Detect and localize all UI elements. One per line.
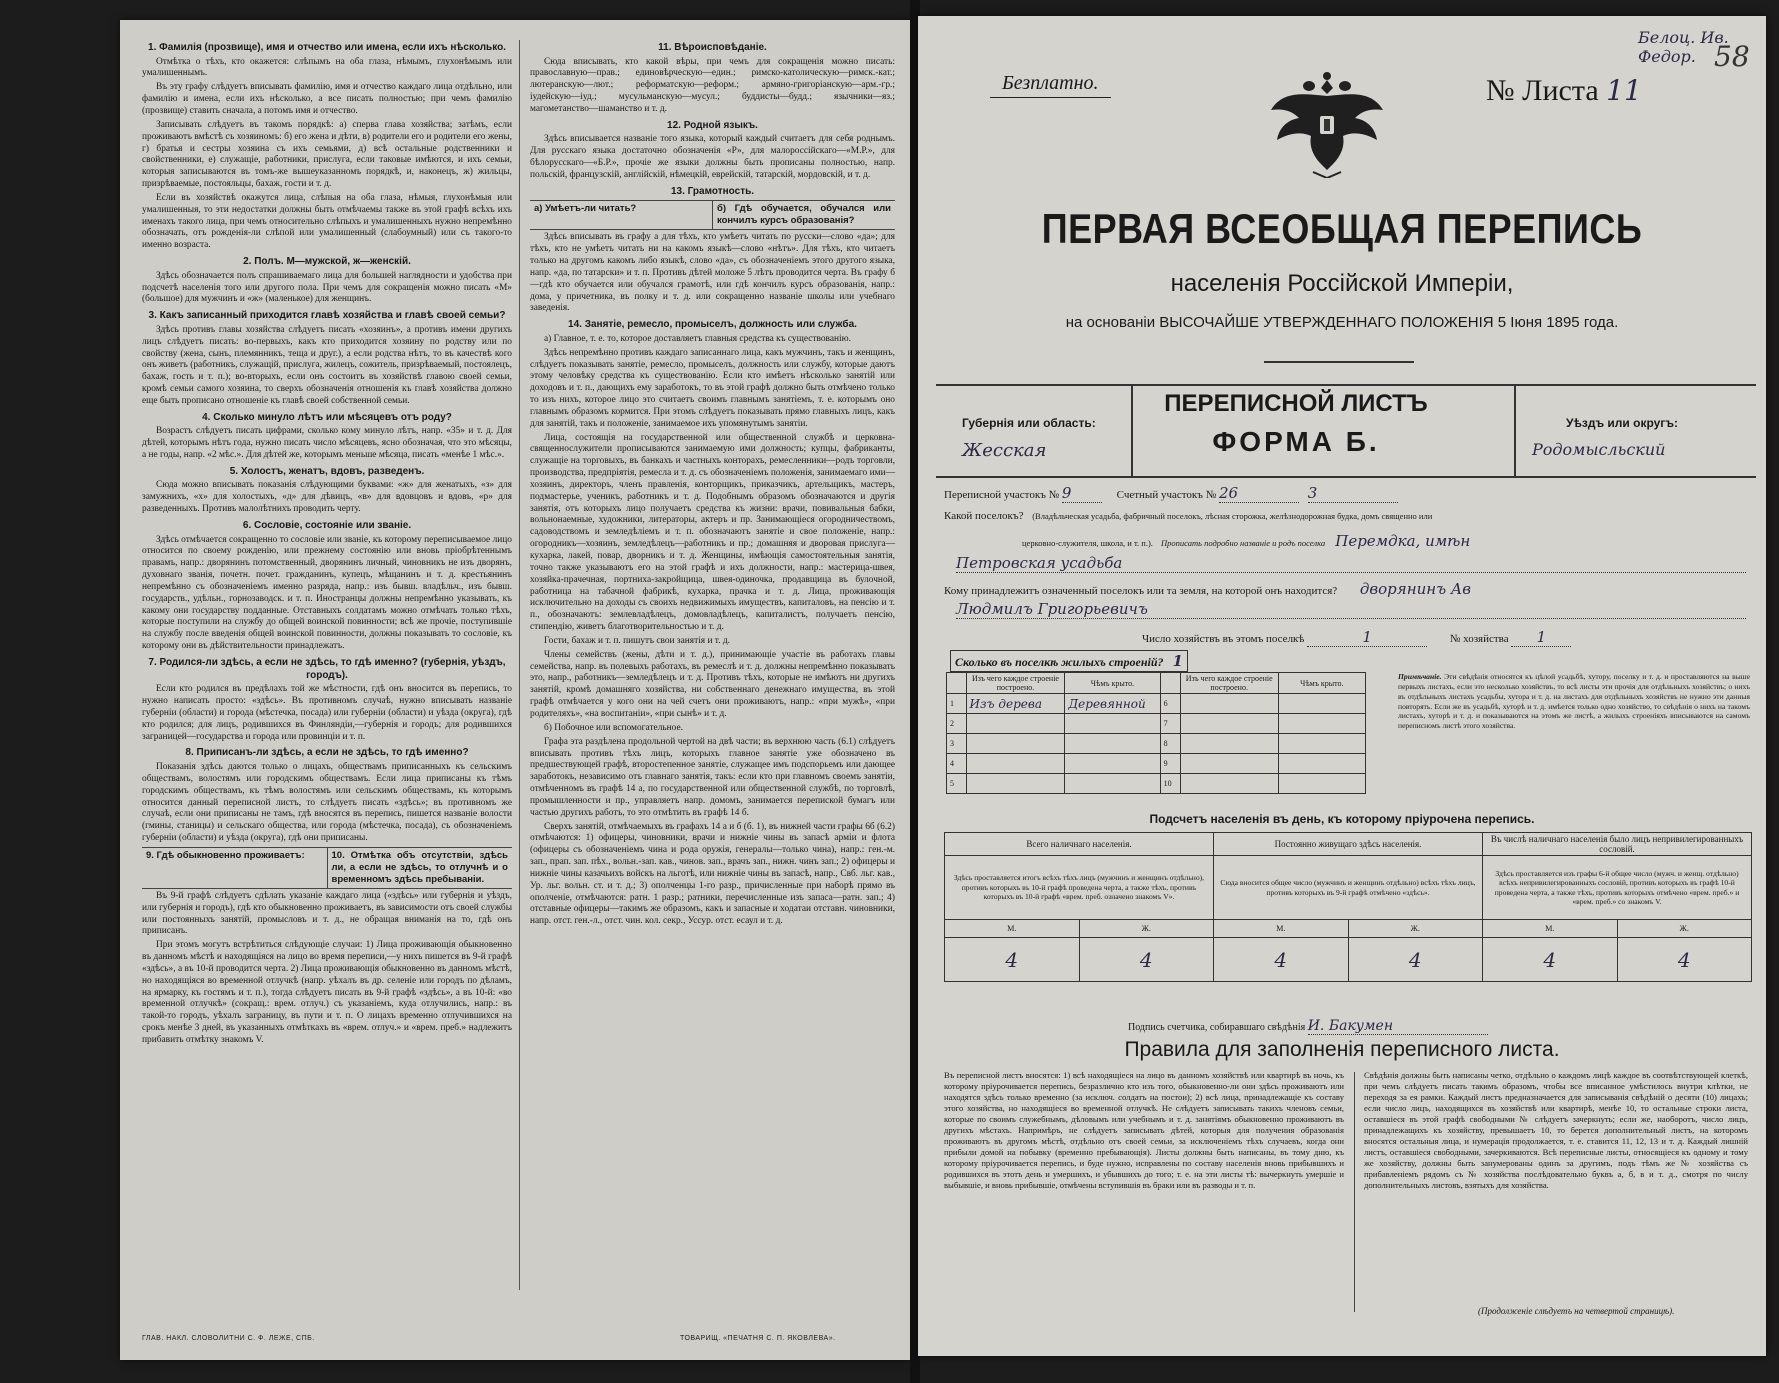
population-count-title: Подсчетъ населенія въ день, къ которому пріурочена перепись. [1149, 812, 1535, 826]
literacy-a-heading: а) Умѣетъ-ли читать? [530, 201, 713, 229]
province-cell [936, 386, 1133, 476]
area-line [944, 484, 1754, 503]
rules-divider [1354, 1072, 1355, 1312]
building-number: 7 [1160, 714, 1180, 734]
population-sex-row [945, 920, 1752, 938]
section-heading: 1. Фамилія (прозвище), имя и отчество или имена, если ихъ нѣсколько. [148, 42, 506, 53]
buildings-note [1398, 672, 1750, 731]
police-area-value: 3 [1308, 484, 1398, 503]
section-heading: 6. Сословіе, состояніе или званіе. [242, 519, 412, 531]
building-material [966, 734, 1065, 754]
section-paragraph: Сюда можно вписывать показанія слѣдующими буквами: «ж» для женатыхъ, «з» для замужнихъ, «х» для холостыхъ, «д» для дѣвицъ, «в» для вдовцовъ и вдовъ, «р» для разведенныхъ. Противъ малолѣтнихъ проводить черту. [142, 480, 512, 515]
buildings-row [947, 714, 1366, 734]
free-label: Безплатно. [990, 72, 1111, 98]
building-roof [1065, 774, 1160, 794]
owner-value: дворянинъ Ав [1359, 580, 1471, 598]
buildings-roof-head: Чѣмъ крыто. [1065, 673, 1160, 694]
section-heading: 7. Родился-ли здѣсь, а если не здѣсь, то гдѣ именно? (губернія, уѣздъ, городъ). [148, 657, 506, 681]
building-material [966, 774, 1065, 794]
population-column-head: Въ числѣ наличнаго населенія было лицъ непривилегированныхъ сословій. [1483, 833, 1752, 856]
female-label: Ж. [1348, 920, 1483, 938]
district-cell [1514, 386, 1758, 476]
male-label: М. [945, 920, 1080, 938]
section-heading: 4. Сколько минуло лѣтъ или мѣсяцевъ отъ роду? [202, 411, 452, 423]
column-divider [519, 40, 520, 1290]
section-paragraph: Сверхъ занятій, отмѣчаемыхъ въ графахъ 14 а и б (б. 1), въ нижней части графы 6б (6.2) отмѣчаются: 1) офицеры, чиновники, врачи и нижніе чины въ запасѣ арміи и флота (офицеры съ обозначеніемъ чина и рода оружія, генералы—только чина), напр.: ген.-м. зап., прап. зап. пѣх., вольн.-зап. кав., чинов. зап., врачъ зап., нижн. чинъ зап.; 2) офицеры и нижніе чины казачьихъ войскъ на льготѣ, или нижніе чины въ запасѣ, напр., Свб. льг. кав., Ур. льг. вольн. ст. и т. д.; 3) ополченцы 1-го разр., причисленные при наборѣ прямо въ ополченіе, отмѣчаются: ратн. 1 разр.; ратники, перечисленные изъ запаса—ратн. зап.; 4) отставные офицеры—такимъ же образомъ, какъ и запасные и ходатаи отставн. чиновники, напр. отст. ген.-л., отст. чин. кол. секр., Уссур. отст. есаул и т. д. [530, 821, 895, 927]
section-paragraph: Лица, состоящія на государственной или общественной службѣ и церковна-священнослужители прописываются занимаемую ими должность; купцы, фабриканты, служащіе на торговыхъ, въ банкахъ и частныхъ конторахъ, ремесленники—родъ торговли, производства, предпріятія, ремесла и т. д. съ обозначеніемъ положенія, занимаемаго ими—хозяинъ, директоръ, членъ правленія, конторщикъ, приказчикъ, артельщикъ, мастеръ, подмастерье, ученикъ, работникъ и т. д. Подобнымъ образомъ обозначаются и другія занятія, отъ которыхъ лицо получаетъ средства къ жизни: врачи, повивальныя бабки, вольнонаемные, художники, литераторы, актеръ и пр. Занимающіеся огородничествомъ, садоводствомъ и земледѣліемъ и т. п. обозначаютъ занятіе и свое положеніе, напр.: огородникъ—хозяинъ, земледѣлецъ—работникъ и пр.; домашняя и дворовая прислуга—кухарка, лакей, повар, дворникъ и т. д. Женщины, имѣющія самостоятельныя занятія, точно также указываютъ его на этой графѣ и ихъ должности, напр.: мастерица-швея, хозяйка-прачечная, портниха-закройщица, швея-одиночка, продавщица въ булочной, работница на табачной фабрикѣ, кухарка, прачка и т. д. Лица, проживающія исключительно на доходы съ своихъ недвижимыхъ имуществъ, капиталовъ, на пенсію и т. п., обозначаютъ: землевладѣлецъ, домовладѣлецъ, капиталистъ, получаетъ пенсію, стипендію, живетъ благотворительностью и т. д. [530, 432, 895, 633]
building-material [1180, 774, 1278, 794]
section-heading: 8. Приписанъ-ли здѣсь, а если не здѣсь, то гдѣ именно? [185, 747, 469, 759]
section-paragraph: Сюда вписывать, кто какой вѣры, при чемъ для сокращенія можно писать: православную—прав.; единовѣрческую—един.; римско-католическую—римск.-кат.; лютеранскую—лют.; реформатскую—реформ.; армяно-григоріанскую—арм.-гр.; іудейскую—іуд.; мусульманскую—мусул.; буддисты—будд.; язычники—яз.; магометанство—шаманство и т. д. [530, 56, 895, 114]
section-paragraph: При этомъ могутъ встрѣтиться слѣдующіе случаи: 1) Лица проживающія обыкновенно въ данномъ мѣстѣ и находящіяся на лицо во время переписи,—у нихъ пишется въ 9-й графѣ «здѣсь», а въ 10-й проводится черта. 2) Лица проживающія обыкновенно въ данномъ мѣстѣ, но находящіяся во временной отлучкѣ (напр. уѣхалъ въ др. селеніе или городъ по дѣламъ, на ярмарку, къ гостямъ и т. п.), тогда слѣдуетъ писать въ 9-й графѣ «здѣсь», а въ 10-й: «во временной отлучкѣ» (сокращ.: врем. отлуч.) съ указаніемъ, куда отлучились, напр.: въ такой-то городъ, уѣхалъ заграницу, въ пути и т. п. О лицахъ временно отлучившихся на срокъ менѣе 3 дней, въ указанныхъ отмѣткахъ въ «врем. отлуч.» и «врем. преб.» надлежитъ прибавить отмѣтку знакомъ V. [142, 940, 512, 1045]
district-value: Родомысльский [1532, 440, 1666, 459]
census-area-value: 9 [1062, 484, 1102, 503]
count-area-value: 26 [1219, 484, 1299, 503]
count-area-label: Счетный участокъ № [1116, 489, 1217, 501]
section-paragraph: Члены семействъ (жены, дѣти и т. д.), принимающіе участіе въ работахъ главы семейства, напр. въ полевыхъ работахъ, въ ремеслѣ и т. д. должны непремѣнно показывать это, напр., работникъ—земледѣлецъ и т. д. Противъ тѣхъ, которые не имѣютъ ни другихъ занятій, кромѣ домашняго хозяйства, ни собственнаго денежнаго имущества, въ этой графѣ отмѣчается у кого они на чей счетъ они проживаютъ, напр.: «при мужѣ», «при родителяхъ», «на воспитаніи», «при сынѣ» и т. д. [530, 649, 895, 719]
signature-label: Подпись счетчика, собиравшаго свѣдѣнія [1128, 1022, 1306, 1033]
section-heading: 12. Родной языкъ. [667, 119, 758, 131]
section-paragraph: б) Побочное или вспомогательное. [544, 722, 683, 733]
page-number: 58 [1714, 40, 1750, 73]
households-value: 1 [1307, 628, 1427, 647]
building-roof [1278, 754, 1365, 774]
owner-field [944, 580, 1754, 598]
building-material [966, 714, 1065, 734]
section-paragraph: Здѣсь обозначается полъ спрашиваемаго лица для большей наглядности и удобства при подсчетѣ населенія того или другого пола. При чемъ для сокращенія можно писать «М» (большое) для мужчинъ и «ж» (маленькое) для женщинъ. [142, 270, 512, 305]
literacy-header [530, 200, 895, 230]
form-subtitle: ФОРМА Б. [1212, 426, 1380, 457]
population-desc-row [945, 856, 1752, 920]
buildings-row [947, 694, 1366, 714]
left-instructions-page [120, 20, 910, 1360]
section-paragraph: Въ эту графу слѣдуетъ вписывать фамилію, имя и отчество каждаго лица отдѣльно, или фамилію и имена, если ихъ нѣсколько, а все писать полностью; при чемъ фамилію (прозвище) ставить сначала, а потомъ имя и отчество. [142, 82, 512, 116]
district-label: Уѣздъ или округъ: [1566, 416, 1679, 430]
section-paragraph: Здѣсь противъ главы хозяйства слѣдуетъ писать «хозяинъ», а противъ имени другихъ лицъ слѣдуетъ писать: во-первыхъ, какъ кто приходится хозяину по родству или по свойству (жена, сынъ, племянникъ, теща и друг.), а если родства нѣтъ, то въ качествѣ кого онъ живетъ (работникъ, служащій, прислуга, жилецъ, сожитель, призрѣваемый, постоялецъ, бахаж, гость и т. п.); во-вторыхъ, если онъ состоитъ въ хозяйствѣ главою своей семьи, кромѣ семьи самого хозяина, то сверхъ обозначенія отношенія къ главѣ хозяйства должно еще быть прописано отношеніе къ главѣ своей собственной семьи. [142, 324, 512, 406]
building-number: 1 [947, 694, 967, 714]
building-number: 9 [1160, 754, 1180, 774]
settlement-note-2: церковно-служителя, школа, и т. п.). [1022, 538, 1153, 548]
section-paragraph: Въ 9-й графѣ слѣдуетъ сдѣлать указаніе каждаго лица («здѣсь» или губернія и уѣздъ, или губернія и городъ), гдѣ кто обыкновенно проживаетъ, въ зависимости отъ своей службы или постоянныхъ занятій, промысловъ и т. д., не обращая вниманія на то, гдѣ онъ приписанъ. [142, 890, 512, 937]
form-header-box [936, 384, 1756, 478]
section-heading: 11. Вѣроисповѣданіе. [658, 42, 767, 53]
section-paragraph: Здѣсь отмѣчается сокращенно то сословіе или званіе, къ которому переписываемое лицо относится по своему рожденію, или прежнему состоянію или вновь пріобрѣтеннымъ правамъ, напр.: дворянинъ потомственный, дворянинъ личный, чиновникъ не изъ дворянъ, духовнаго званія, почетн. почет. гражданинъ, купецъ, мѣщанинъ и т. д. крестьянинъ непремѣнно съ обозначеніемъ именно разряда, напр.: изъ бывш. владѣльч., изъ бывш. государств., удѣльн., горнозаводск. и т. п. Иностранцы должны непремѣнно указывать, къ какому они государству подданные. Отставныхъ солдатамъ можно отмѣчать только тѣхъ, которые поступили на службу до общей воинской повинности; всѣ же прочіе, поступившіе на службу после введенія общей воинской повинности, должны показывать то сословіе, къ которому они въ дѣйствительности принадлежатъ. [142, 534, 512, 652]
building-roof [1065, 734, 1160, 754]
building-roof [1065, 754, 1160, 774]
section-9-heading: 9. Гдѣ обыкновенно проживаетъ: [142, 848, 328, 888]
section-heading: 13. Грамотность. [670, 185, 755, 197]
section-paragraph: Графа эта раздѣлена продольной чертой на двѣ части; въ верхнюю часть (6.1) слѣдуетъ вписывать противъ тѣхъ лицъ, которыхъ главное занятіе уже обозначено въ предшествующей графѣ, второстепенное занятіе, служащее имъ подспорьемъ или дающее заработокъ, независимо отъ главнаго занятія, такъ: если кто при главномъ своемъ занятіи, отмѣченномъ въ графѣ 14 а, по государственной или общественной службѣ, по торговлѣ, промышленности и пр., управляетъ напр. домомъ, занимается перепиской бумагъ или частью другихъ работъ, то это отмѣтить въ графѣ 14 б. [530, 736, 895, 818]
buildings-material-head-2: Изъ чего каждое строеніе построено. [1180, 673, 1278, 694]
section-10-heading: 10. Отмѣтка объ отсутствіи, здѣсь ли, а если не здѣсь, то отлучнѣ и о временномъ здѣсь пребываніи. [331, 849, 508, 885]
rules-left-column: Въ переписной листъ вносятся: 1) всѣ находящіеся на лицо въ данномъ хозяйствѣ или квартирѣ въ ночь, къ которому пріурочивается перепись, безразлично кто изъ того, обыкновенно-ли они здѣсь проживаютъ или находятся здѣсь только временно (за исключ. солдатъ на постои); 2) всѣ лица, принадлежащіе къ составу этого хозяйства, но находящіеся во временной отлучкѣ. Не слѣдуетъ записывать такихъ членовъ семьи, которые по своимъ служебнымъ, дѣловымъ или учебнымъ и т. д. занятіямъ обыкновенно проживаютъ въ другихъ мѣстахъ. Напримѣръ, не слѣдуетъ записывать дѣтей, которыя для получения образованія проживаютъ въ другомъ мѣстѣ, отдѣльно отъ своей семьи, за исключеніемъ тѣхъ случаевъ, когда они прибыли домой на побывку (временно пребывающія). Листы должны быть написаны, въ тому дню, къ которому пріурочивается перепись, и буде нужно, исправлены по составу населенія вновь прибывшихъ и родившихся въ этотъ день и умершихъ, и убывшихъ до того; т. е. на эти листы тѣ: вычеркнуть умершіе и выбывшіе, и вновь прибывшіе, отмѣчены вступившія въ браки или въ разводы и т. п. [944, 1070, 1344, 1190]
buildings-table [946, 672, 1366, 794]
buildings-field [950, 650, 1188, 672]
building-number: 5 [947, 774, 967, 794]
rules-right-column: Свѣдѣнія должны быть написаны четко, отдѣльно о каждомъ лицѣ каждое въ соотвѣтствующей клеткѣ, при чемъ слѣдуетъ писать такимъ образомъ, чтобы все вписанное умѣстилось внутри клѣтки, не переходя за ея рамки. Каждый листъ предназначается для записыванія свѣдѣній о десяти (10) лицахъ; если число лицъ, находящихся въ хозяйствѣ или квартирѣ, менѣе 10, то остальные строки листа, оставшіеся въ этой графѣ свободными № слѣдуетъ зачеркнуть; если же, наоборотъ, число лицъ, принадлежащихъ къ хозяйству, превышаетъ 10, то берется дополнительный листъ, на которомъ вносятся остальныя лица, и нумерація продолжается, т. е. ставится 11, 12, 13 и т. д. Каждый лишній листъ, оставшіеся свободными, зачеркиваются. Всѣ переписные листы, относящіеся къ одному и тому же хозяйству, должны быть занумерованы одинъ за другимъ, подъ тѣмъ же № хозяйства съ прибавленіемъ рядомъ съ № хозяйства послѣдовательно буквъ а, б, в и т. д., смотря по числу дополнительныхъ листовъ, взятыхъ для хозяйства. [1364, 1070, 1748, 1190]
female-label: Ж. [1079, 920, 1214, 938]
building-number: 6 [1160, 694, 1180, 714]
male-count: 4 [945, 938, 1080, 982]
section-heading: 14. Занятіе, ремесло, промыселъ, должность или служба. [568, 319, 857, 331]
instructions-column-b [530, 38, 895, 930]
signature-line [1128, 1018, 1488, 1035]
section-paragraph: Гости, бахаж и т. п. пишутъ свои занятія и т. д. [544, 635, 731, 646]
settlement-field [944, 510, 1754, 522]
building-number: 10 [1160, 774, 1180, 794]
document-title: ПЕРВАЯ ВСЕОБЩАЯ ПЕРЕПИСЬ [1041, 204, 1643, 252]
male-count: 4 [1483, 938, 1618, 982]
section-paragraph: Записывать слѣдуетъ въ такомъ порядкѣ: а) сперва глава хозяйства; затѣмъ, если проживаютъ вмѣстѣ съ хозяиномъ: б) его жена и дѣти, в) родители его и родители его жены, г) братья и сестры хозяина съ ихъ семьями, д) всѣ остальные родственники и свойственники, е) служащіе, работники, прислуга, если таковые имѣются, и ихъ семьи, которыя записываются въ томъ-же вышеуказанномъ порядкѣ, и, наконецъ, ж) жильцы, призрѣваемые, постояльцы, бахаж, гости и т. д. [142, 119, 512, 190]
section-paragraph: Здѣсь вписывается названіе того языка, который каждый считаетъ для себя роднымъ. Для русскаго языка достаточно обозначенія «Р», для малороссійскаго—«М.Р.», для бѣлорусскаго—«Б.Р.», прочіе же языки должны быть прописаны полностью, напр. польскій, французскій, англійскій, нѣмецкій, еврейскій, татарскій, мордовскій, и т. д. [530, 134, 895, 180]
buildings-value: 1 [1172, 652, 1183, 670]
settlement-label: Какой поселокъ? [944, 510, 1024, 522]
building-material: Изъ дерева [966, 694, 1065, 714]
building-material [1180, 754, 1278, 774]
form-title: ПЕРЕПИСНОЙ ЛИСТЪ [1164, 390, 1428, 417]
female-count: 4 [1617, 938, 1752, 982]
imperial-eagle-emblem [1265, 60, 1389, 178]
population-value-row [945, 938, 1752, 982]
building-roof [1278, 734, 1365, 754]
population-head-row [945, 833, 1752, 856]
owner-label: Кому принадлежитъ означенный поселокъ или та земля, на которой онъ находится? [944, 585, 1338, 597]
rules-title: Правила для заполненія переписного листа. [1124, 1038, 1560, 1061]
buildings-label: Сколько въ поселкѣ жилыхъ строеній? [955, 655, 1164, 669]
census-area-label: Переписной участокъ № [944, 489, 1060, 501]
buildings-row [947, 734, 1366, 754]
legal-basis: на основаніи ВЫСОЧАЙШЕ УТВЕРЖДЕННАГО ПОЛОЖЕНІЯ 5 Іюня 1895 года. [1065, 314, 1619, 331]
sheet-number-label: № Листа [1486, 74, 1599, 107]
section-paragraph: Показанія здѣсь даются только о лицахъ, обществамъ приписанныхъ къ сельскимъ обществамъ, волостямъ или городскимъ обществамъ. Если лица приписаны къ тѣмъ городскимъ обществамъ, къ тѣмъ волостямъ или сельскимъ обществамъ, къ которымъ относится данный переписной листъ, то слѣдуетъ писать «здѣсь»; въ противномъ же случаѣ, если они приписаны не тамъ, гдѣ вносятся въ перепись, пишется названіе волости (гмины, станицы) и сельскаго общества, или города (мѣстечка, посада), съ обозначеніемъ губерніи (области) и уѣзда (округа), гдѣ они приписаны. [142, 762, 512, 844]
buildings-roof-head-2: Чѣмъ крыто. [1278, 673, 1365, 694]
building-roof [1065, 714, 1160, 734]
household-number-value: 1 [1511, 628, 1571, 647]
sections-9-10-header [142, 847, 512, 889]
settlement-note-3: Прописать подробно названіе и родъ поселка [1161, 538, 1326, 548]
settlement-value-line-2: Петровская усадьба [956, 554, 1746, 573]
building-number: 3 [947, 734, 967, 754]
section-paragraph: Если въ хозяйствѣ окажутся лица, слѣпыя на оба глаза, нѣмыя, глухонѣмыя или умалишенныя, то эти недостатки должны быть отмѣчаемы также въ этой графѣ всѣхъ ихъ именахъ такого лица, при чемъ относительно слѣпыхъ и умалишенныхъ нужно непремѣнно обозначать, отъ рожденія-ли слѣпой или умалишенный (слабоумный) или съ такого-то именно возраста. [142, 192, 512, 251]
owner-value-line-2: Людмилъ Григорьевичъ [956, 600, 1746, 619]
note-title: Примѣчаніе. [1398, 672, 1442, 681]
building-roof [1278, 714, 1365, 734]
building-roof [1278, 694, 1365, 714]
female-label: Ж. [1617, 920, 1752, 938]
households-line [1142, 628, 1752, 647]
archive-handwriting: Белоц. Ив. Федор. [1638, 28, 1729, 66]
building-number: 2 [947, 714, 967, 734]
settlement-note: (Владѣльческая усадьба, фабричный поселокъ, лѣсная сторожка, желѣзнодорожная будка, домъ священно или [1032, 511, 1433, 521]
sheet-number-field [1486, 74, 1642, 108]
section-paragraph: Если кто родился въ предѣлахъ той же мѣстности, гдѣ онъ вносится въ перепись, то нужно написать просто: «здѣсь». Въ противномъ случаѣ, нужно вписывать названіе губерніи (области) и города (мѣстечка, посада) или губерніи (области) и уѣзда (округа), гдѣ кто родился; для лицъ, родившихся въ Финляндіи,—губернія и городъ; для родившихся заграницей—государства и города или провинціи и т. п. [142, 684, 512, 742]
male-count: 4 [1214, 938, 1349, 982]
buildings-material-head: Изъ чего каждое строеніе построено. [966, 673, 1065, 694]
signature-value: И. Бакумен [1308, 1018, 1488, 1035]
building-number: 8 [1160, 734, 1180, 754]
building-roof: Деревянной [1065, 694, 1160, 714]
households-label: Число хозяйствъ въ этомъ поселкѣ [1142, 633, 1305, 645]
title-rule [1264, 361, 1414, 363]
section-paragraph: а) Главное, т. е. то, которое доставляетъ главныя средства къ существованію. [544, 333, 851, 344]
building-roof [1278, 774, 1365, 794]
instructions-column-a [142, 38, 512, 1049]
province-value: Жесская [962, 440, 1047, 461]
settlement-value: Перемдка, имѣн [1335, 532, 1471, 550]
section-heading: 3. Какъ записанный приходится главѣ хозяйства и главѣ своей семьи? [148, 310, 506, 322]
male-label: М. [1214, 920, 1349, 938]
printer-imprint-left: ГЛАВ. НАКЛ. СЛОВОЛИТНИ С. Ф. ЛЕЖЕ, СПБ. [142, 1335, 315, 1342]
female-count: 4 [1079, 938, 1214, 982]
building-material [1180, 734, 1278, 754]
province-label: Губернія или область: [962, 416, 1096, 430]
note-text: Эти свѣдѣнія относятся къ цѣлой усадьбѣ, хутору, поселку и т. д. и проставляются на выше первыхъ листахъ, если это несколько хозяйствъ, то всѣ листы эти прочія для отдѣльныхъ хозяйствъ; о нихъ въ отдѣльныхъ листахъ усадьбы, хутора и т. д. на листахъ для отдѣльныхъ хозяйствъ не нужно эти данныя повторять. Если же въ усадьбѣ, хуторѣ и т. д. имѣется только одно хозяйство, то свѣдѣнія о нихъ на такомъ листахъ, хуторѣ и т. д. и показываются на этомъ же листѣ, а жилыхъ строеніяхъ вписываются на самомъ переписномъ листѣ этого хозяйства. [1398, 672, 1750, 731]
section-heading: 2. Полъ. М—мужской, ж—женскій. [243, 256, 411, 268]
male-label: М. [1483, 920, 1618, 938]
population-table [944, 832, 1752, 982]
building-material [1180, 694, 1278, 714]
section-paragraph: Возрастъ слѣдуетъ писать цифрами, сколько кому минуло лѣтъ, напр. «35» и т. д. Для дѣтей, которымъ нѣтъ года, нужно писать число мѣсяцевъ, ясно обозначая, что это мѣсяцы, а не годы, напр. «2 мѣс.». Для дѣтей же, которымъ меньше мѣсяца, писать «менѣе 1 мѣс.». [142, 426, 512, 460]
household-number-label: № хозяйства [1449, 633, 1509, 645]
continued-note: (Продолженіе слѣдуетъ на четвертой страницѣ). [1478, 1306, 1675, 1316]
sheet-number-value: 11 [1606, 74, 1642, 107]
population-column-head: Постоянно живущаго здѣсь населенія. [1214, 833, 1483, 856]
population-column-desc: Здѣсь проставляется итогъ всѣхъ тѣхъ лицъ (мужчинъ и женщинъ отдѣльно), противъ которыхъ въ 10-й графѣ проведена черта, а также тѣхъ, противъ которыхъ въ 10-й графѣ «врем. преб. означено знакомъ V». [945, 856, 1214, 920]
section-paragraph: Отмѣтка о тѣхъ, кто окажется: слѣпымъ на оба глаза, нѣмымъ, глухонѣмымъ или умалишеннымъ. [142, 56, 512, 79]
female-count: 4 [1348, 938, 1483, 982]
section-paragraph: Здѣсь непремѣнно противъ каждаго записаннаго лица, какъ мужчинъ, такъ и женщинъ, слѣдуетъ показывать занятіе, ремесло, промыселъ, должность или службу, которые даютъ этому человѣку средства къ существованію. Если кто имѣетъ нѣсколько занятій или доходовъ и т. п., дающихъ ему заработокъ, то въ этой графѣ должно быть отмѣчено только то изъ нихъ, которое лицо это считаетъ своимъ главнымъ занятіемъ, т. е. которымъ оно главнымъ образомъ кормится. При этомъ слѣдуетъ показывать прямо главныхъ лицъ, какъ для занятій, такъ и положеніе, занимаемое ихъ упомянутымъ занятіи. [530, 347, 895, 429]
section-paragraph: Здѣсь вписывать въ графу а для тѣхъ, кто умѣетъ читать по русски—слово «да»; для тѣхъ, кто не умѣетъ читать ни на какомъ языкѣ—слово «нѣтъ». Для тѣхъ, кто читаетъ только на другомъ какомъ либо языкѣ, слово «да», съ обозначеніемъ этого другого языка, напр. «да, по татарски» и т. п. Противъ дѣтей моложе 5 лѣтъ проводится черта. Въ графу б—гдѣ кто обучается или обучался грамотѣ, или гдѣ кончилъ курсъ образованія, напр.: дома, у причетника, въ полку и т. д. или сокращенно названіе школы или учебнаго заведенія. [530, 232, 895, 314]
building-material [1180, 714, 1278, 734]
buildings-row [947, 754, 1366, 774]
document-subtitle: населенія Россійской Имперіи, [1170, 270, 1514, 297]
building-material [966, 754, 1065, 774]
section-heading: 5. Холостъ, женатъ, вдовъ, разведенъ. [229, 465, 425, 477]
printer-imprint-right: ТОВАРИЩ. «ПЕЧАТНЯ С. П. ЯКОВЛЕВА». [680, 1335, 836, 1342]
census-form-page [918, 16, 1766, 1356]
population-column-desc: Сюда вносится общее число (мужчинъ и женщинъ отдѣльно) всѣхъ тѣхъ лицъ, противъ которыхъ въ 9-й графѣ отмѣчено «здѣсь». [1214, 856, 1483, 920]
population-column-desc: Здѣсь проставляется изъ графы 6-й общее число (мужч. и женщ. отдѣльно) всѣхъ непривилегированныхъ сословій, противъ которыхъ въ графѣ 10-й проведена черта, а также тѣхъ, противъ которыхъ отмѣчено «врем. преб.» и «врем. преб.» со знакомъ V. [1483, 856, 1752, 920]
literacy-b-heading: б) Гдѣ обучается, обучался или кончилъ курсъ образованія? [717, 203, 891, 227]
buildings-row [947, 774, 1366, 794]
building-number: 4 [947, 754, 967, 774]
settlement-note-line [1022, 532, 1752, 550]
population-column-head: Всего наличнаго населенія. [945, 833, 1214, 856]
buildings-rows [947, 694, 1366, 794]
